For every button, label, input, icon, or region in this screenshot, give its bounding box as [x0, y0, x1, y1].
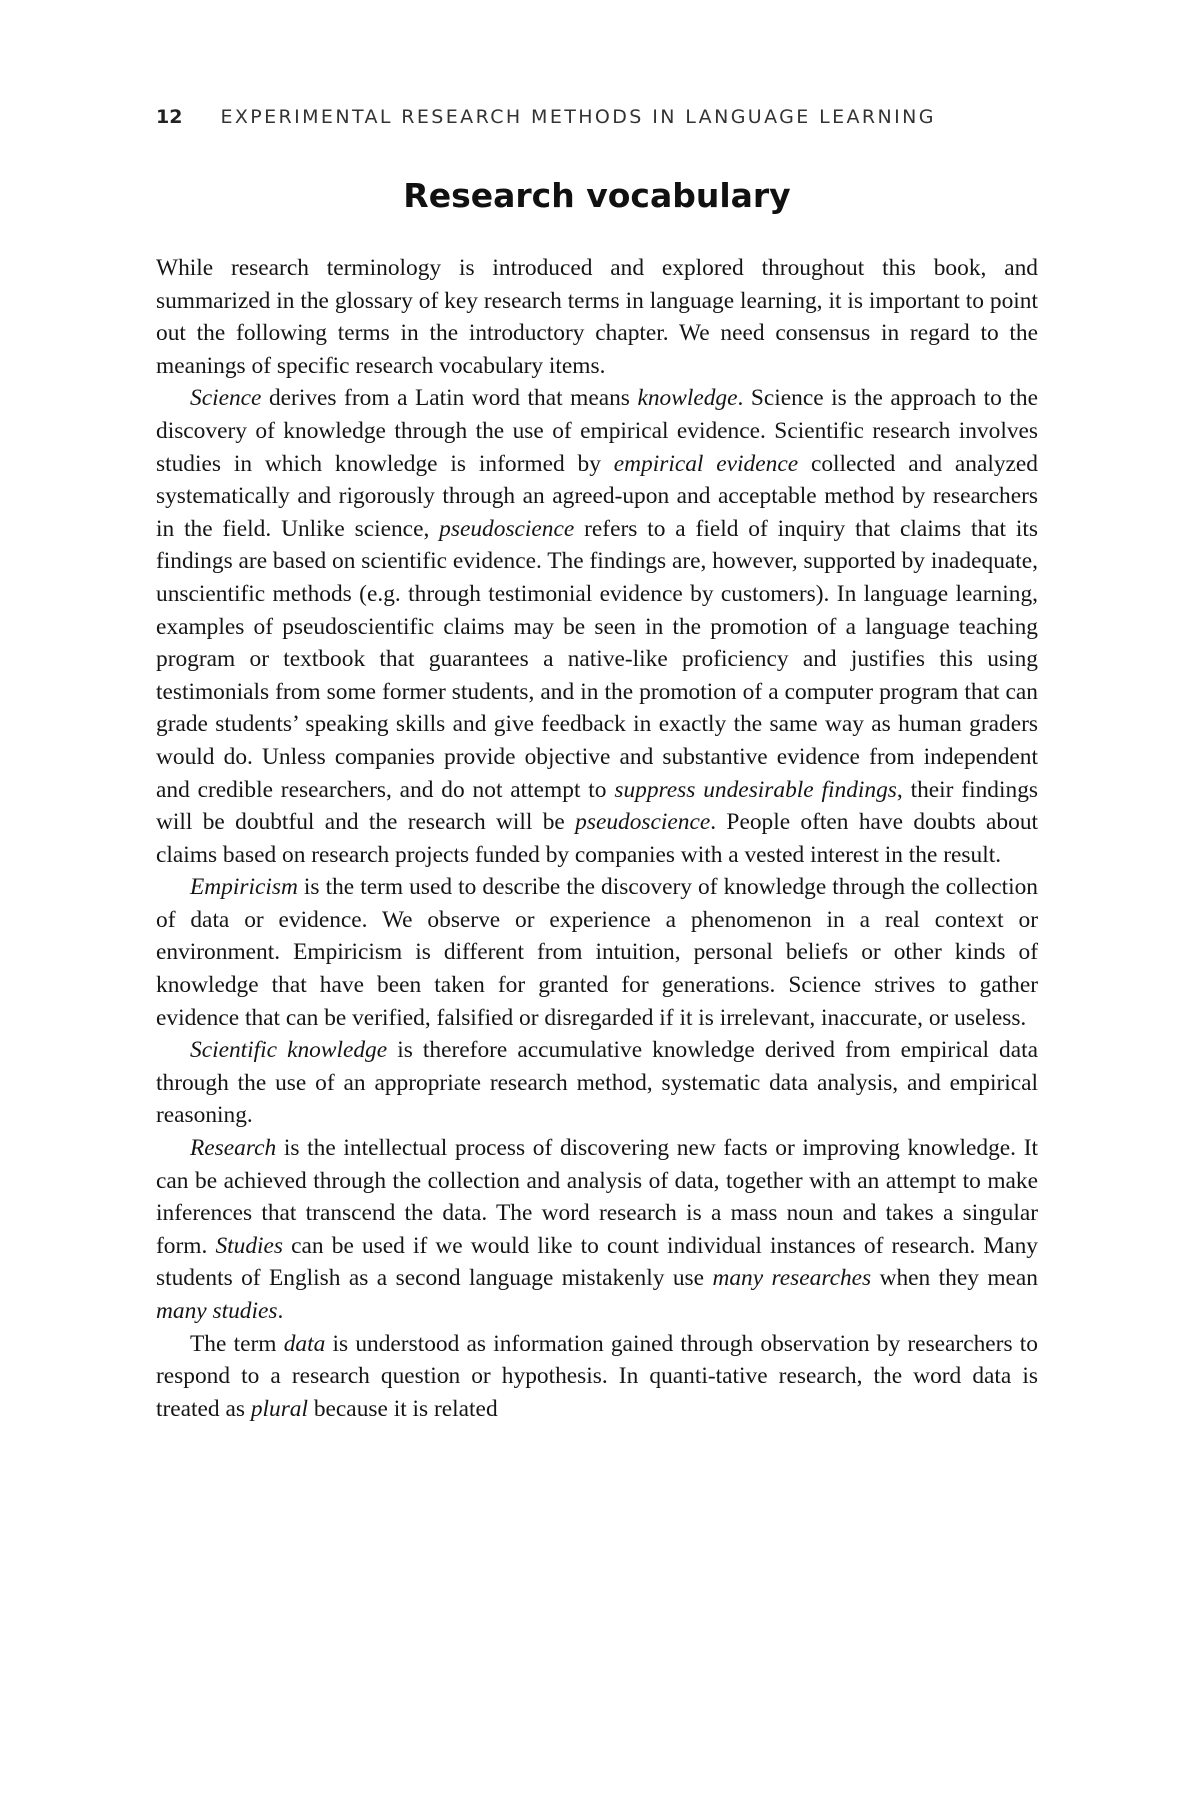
text-run: . [277, 1298, 284, 1324]
text-run: . Science is the approach to the discovery of knowledge through the use of empirical evidence. Scientific research involves studies in which knowledge is informed by [156, 385, 1038, 477]
italic-term: Scientific knowledge [190, 1037, 388, 1064]
italic-term: Empiricism [190, 874, 298, 901]
italic-term: data [283, 1330, 326, 1357]
text-run: is the intellectual process of discovering new facts or improving knowledge. It can be achieved through the collection and analysis of data, together with an attempt to make inferences that transcend the data. The word research is a mass noun and takes a singular form. [156, 1135, 1038, 1259]
text-run: The term [190, 1330, 284, 1357]
italic-term: many researches [712, 1265, 872, 1292]
text-run: , their findings will be doubtful and the research will be [156, 776, 1038, 836]
italic-term: pseudoscience [575, 809, 711, 836]
text-run: derives from a Latin word that means [261, 385, 638, 412]
italic-term: knowledge [637, 385, 738, 412]
paragraph [156, 1034, 1038, 1132]
text-run: refers to a field of inquiry that claims that its findings are based on scientific evidence. The findings are, however, supported by inadequate, unscientific methods (e.g. through testimonial evidence by customers). In language learning, examples of pseudoscientific claims may be seen in the promotion of a language teaching program or textbook that guarantees a native-like proficiency and justifies this using testimonials from some former students, and in the promotion of a computer program that can grade students’ speaking skills and give feedback in exactly the same way as human graders would do. Unless companies provide objective and substantive evidence from independent and credible researchers, and do not attempt to [156, 515, 1038, 803]
italic-term: pseudoscience [439, 515, 575, 542]
running-head [156, 106, 936, 128]
page-number: 12 [156, 106, 183, 128]
paragraph [156, 1132, 1038, 1328]
italic-term: plural [250, 1395, 308, 1422]
text-run: can be used if we would like to count individual instances of research. Many students of English as a second language mistakenly use [156, 1232, 1038, 1292]
text-run: is understood as information gained through observation by researchers to respond to a research question or hypothesis. In quanti-tative research, the word data is treated as [156, 1330, 1038, 1422]
italic-term: many studies [156, 1298, 278, 1324]
italic-term: Research [190, 1135, 277, 1162]
text-run: While research terminology is introduced and explored throughout this book, and summarized in the glossary of key research terms in language learning, it is important to point out the following terms in the introductory chapter. We need consensus in regard to the meanings of specific research vocabulary items. [156, 255, 1038, 379]
text-run: collected and analyzed systematically and rigorously through an agreed-upon and acceptable method by researchers in the field. Unlike science, [156, 450, 1038, 542]
text-run: when they mean [871, 1265, 1039, 1292]
italic-term: empirical evidence [613, 450, 799, 477]
paragraph [156, 1328, 1038, 1426]
italic-term: Studies [215, 1232, 284, 1259]
paragraph [156, 382, 1038, 871]
text-run: because it is related [308, 1395, 498, 1422]
running-title: EXPERIMENTAL RESEARCH METHODS IN LANGUAGE LEARNING [220, 106, 936, 128]
section-title: Research vocabulary [403, 176, 791, 215]
paragraph [156, 252, 1038, 382]
text-run: . People often have doubts about claims based on research projects funded by companies with a vested interest in the result. [156, 809, 1039, 868]
paragraph [156, 871, 1038, 1034]
body-text [156, 252, 1038, 1425]
text-run: is the term used to describe the discovery of knowledge through the collection of data or evidence. We observe or experience a phenomenon in a real context or environment. Empiricism is different from intuition, personal beliefs or other kinds of knowledge that have been taken for granted for generations. Science strives to gather evidence that can be verified, falsified or disregarded if it is irrelevant, inaccurate, or useless. [156, 874, 1038, 1031]
italic-term: suppress undesirable findings [614, 776, 897, 803]
text-run: is therefore accumulative knowledge derived from empirical data through the use of an appropriate research method, systematic data analysis, and empirical reasoning. [156, 1037, 1038, 1129]
italic-term: Science [190, 385, 262, 412]
